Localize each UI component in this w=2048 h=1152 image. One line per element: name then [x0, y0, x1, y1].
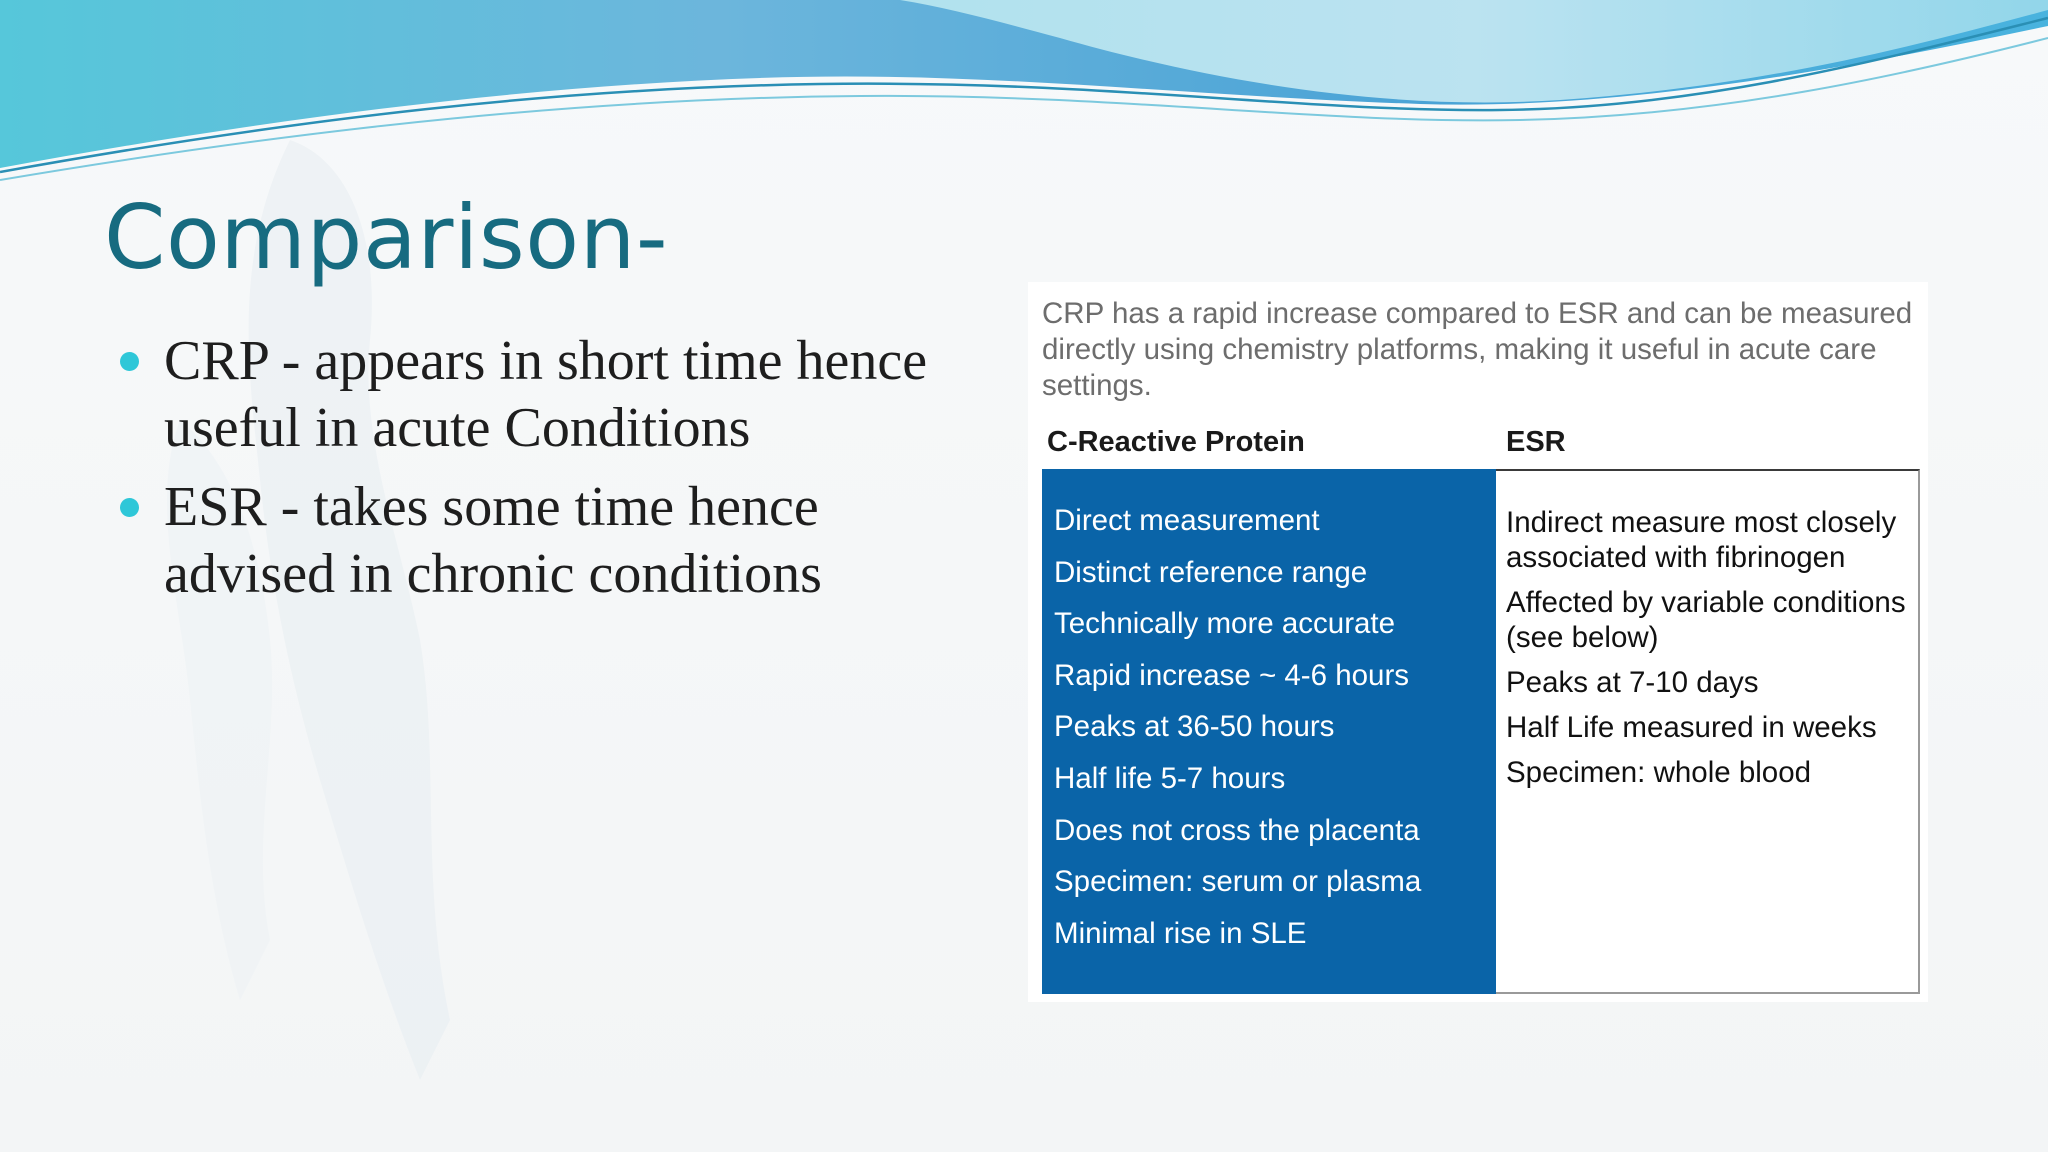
- crp-list: [1054, 503, 1494, 967]
- bullet-list: [120, 328, 1000, 620]
- crp-item: Specimen: serum or plasma: [1054, 865, 1422, 899]
- bullet-item-esr: [120, 474, 1000, 608]
- esr-item: Specimen: whole blood: [1506, 756, 1812, 789]
- esr-column-header: ESR: [1506, 426, 1566, 458]
- bullet-item-crp: [120, 328, 1000, 462]
- comparison-figure: [1028, 282, 1928, 1002]
- crp-item: Direct measurement: [1054, 504, 1320, 537]
- slide-title: Comparison-: [104, 186, 669, 289]
- bullet-dot-icon: [120, 352, 139, 371]
- esr-item: Peaks at 7-10 days: [1506, 666, 1759, 699]
- crp-item: Does not cross the placenta: [1054, 813, 1420, 847]
- esr-item: Affected by variable conditions (see below): [1506, 586, 1906, 654]
- crp-item: Peaks at 36-50 hours: [1054, 710, 1335, 744]
- crp-item: Technically more accurate: [1054, 607, 1396, 641]
- bullet-text: CRP - appears in short time hence useful in acute Conditions: [164, 330, 928, 459]
- crp-column-header: C-Reactive Protein: [1047, 426, 1305, 458]
- bullet-text: ESR - takes some time hence advised in chronic conditions: [164, 476, 822, 605]
- crp-item: Minimal rise in SLE: [1054, 916, 1307, 950]
- esr-item: Half Life measured in weeks: [1506, 711, 1877, 744]
- esr-list: [1506, 505, 1916, 800]
- crp-item: Half life 5-7 hours: [1054, 761, 1286, 795]
- crp-item: Rapid increase ~ 4-6 hours: [1054, 658, 1410, 692]
- esr-item: Indirect measure most closely associated with fibrinogen: [1506, 506, 1897, 574]
- crp-item: Distinct reference range: [1054, 555, 1368, 589]
- figure-caption: CRP has a rapid increase compared to ESR and can be measured directly using chemistry platforms, making it useful in acute care settings.: [1042, 297, 1913, 402]
- bullet-dot-icon: [120, 498, 139, 517]
